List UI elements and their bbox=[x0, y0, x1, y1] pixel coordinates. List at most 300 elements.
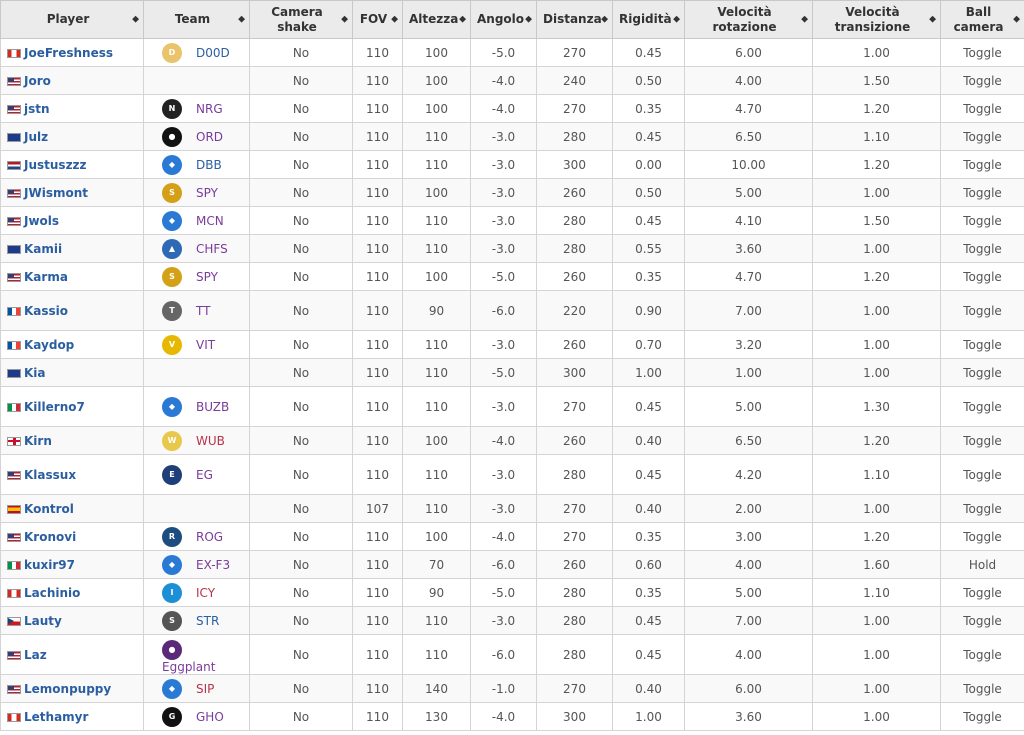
fov-cell: 110 bbox=[353, 263, 403, 291]
gho-logo-icon: G bbox=[162, 707, 182, 727]
fov-cell: 110 bbox=[353, 635, 403, 675]
angle-cell: -5.0 bbox=[471, 359, 537, 387]
height-cell: 90 bbox=[403, 579, 471, 607]
ball-camera-cell: Toggle bbox=[941, 675, 1024, 703]
flag-icon bbox=[7, 245, 21, 254]
angle-cell: -5.0 bbox=[471, 263, 537, 291]
team-link[interactable]: CHFS bbox=[196, 241, 228, 256]
distance-cell: 300 bbox=[537, 359, 613, 387]
ball-camera-cell: Toggle bbox=[941, 151, 1024, 179]
fov-cell: 110 bbox=[353, 387, 403, 427]
column-header-player[interactable] bbox=[1, 1, 144, 39]
stiffness-cell: 0.55 bbox=[613, 235, 685, 263]
swivel-speed-cell: 7.00 bbox=[685, 291, 813, 331]
table-row bbox=[1, 39, 1024, 67]
team-link[interactable]: EX-F3 bbox=[196, 557, 231, 572]
distance-cell: 260 bbox=[537, 331, 613, 359]
fov-cell: 110 bbox=[353, 551, 403, 579]
flag-icon bbox=[7, 617, 21, 626]
column-header-team[interactable] bbox=[144, 1, 250, 39]
stiffness-cell: 0.40 bbox=[613, 675, 685, 703]
table-row bbox=[1, 495, 1024, 523]
team-cell bbox=[144, 579, 250, 607]
team-cell bbox=[144, 39, 250, 67]
distance-cell: 260 bbox=[537, 427, 613, 455]
fov-cell: 110 bbox=[353, 523, 403, 551]
flag-icon bbox=[7, 133, 21, 142]
player-link[interactable]: Laz bbox=[24, 647, 47, 662]
ball-camera-cell: Toggle bbox=[941, 455, 1024, 495]
player-cell bbox=[1, 455, 144, 495]
fov-cell: 110 bbox=[353, 579, 403, 607]
flag-icon bbox=[7, 471, 21, 480]
team-link[interactable]: NRG bbox=[196, 101, 223, 116]
camera-shake-cell: No bbox=[250, 179, 353, 207]
team-link[interactable]: STR bbox=[196, 613, 220, 628]
sort-icon[interactable]: ◆ bbox=[929, 14, 936, 24]
team-cell bbox=[144, 495, 250, 523]
distance-cell: 280 bbox=[537, 123, 613, 151]
fov-cell: 110 bbox=[353, 675, 403, 703]
distance-cell: 270 bbox=[537, 523, 613, 551]
stiffness-cell: 0.35 bbox=[613, 579, 685, 607]
angle-cell: -3.0 bbox=[471, 207, 537, 235]
ball-camera-cell: Toggle bbox=[941, 291, 1024, 331]
height-cell: 100 bbox=[403, 95, 471, 123]
height-cell: 110 bbox=[403, 331, 471, 359]
sort-icon[interactable]: ◆ bbox=[341, 14, 348, 24]
fov-cell: 107 bbox=[353, 495, 403, 523]
transition-speed-cell: 1.10 bbox=[813, 123, 941, 151]
player-link[interactable]: Lemonpuppy bbox=[24, 681, 112, 696]
team-cell bbox=[144, 703, 250, 731]
swivel-speed-cell: 1.00 bbox=[685, 359, 813, 387]
sort-icon[interactable]: ◆ bbox=[525, 14, 532, 24]
sort-icon[interactable]: ◆ bbox=[1013, 14, 1020, 24]
table-row bbox=[1, 123, 1024, 151]
player-link[interactable]: Kronovi bbox=[24, 529, 77, 544]
player-link[interactable]: Klassux bbox=[24, 467, 77, 482]
player-link[interactable]: Kirn bbox=[24, 433, 52, 448]
height-cell: 100 bbox=[403, 263, 471, 291]
team-cell bbox=[144, 607, 250, 635]
stiffness-cell: 0.50 bbox=[613, 179, 685, 207]
transition-speed-cell: 1.20 bbox=[813, 151, 941, 179]
player-cell bbox=[1, 207, 144, 235]
team-cell bbox=[144, 179, 250, 207]
transition-speed-cell: 1.00 bbox=[813, 331, 941, 359]
ball-camera-cell: Toggle bbox=[941, 427, 1024, 455]
flag-icon bbox=[7, 105, 21, 114]
column-header-distance[interactable] bbox=[537, 1, 613, 39]
transition-speed-cell: 1.30 bbox=[813, 387, 941, 427]
ball-camera-cell: Hold bbox=[941, 551, 1024, 579]
player-link[interactable]: Lachinio bbox=[24, 585, 81, 600]
column-header-label: FOV bbox=[359, 12, 388, 26]
height-cell: 110 bbox=[403, 207, 471, 235]
team-link[interactable]: ROG bbox=[196, 529, 224, 544]
swivel-speed-cell: 6.00 bbox=[685, 675, 813, 703]
angle-cell: -4.0 bbox=[471, 703, 537, 731]
swivel-speed-cell: 5.00 bbox=[685, 387, 813, 427]
transition-speed-cell: 1.00 bbox=[813, 179, 941, 207]
player-cell bbox=[1, 359, 144, 387]
column-header-label: Player bbox=[46, 12, 90, 26]
camera-shake-cell: No bbox=[250, 207, 353, 235]
wub-logo-icon: W bbox=[162, 431, 182, 451]
column-header-angle[interactable] bbox=[471, 1, 537, 39]
height-cell: 110 bbox=[403, 235, 471, 263]
team-link[interactable]: DBB bbox=[196, 157, 222, 172]
fov-cell: 110 bbox=[353, 359, 403, 387]
camera-shake-cell: No bbox=[250, 67, 353, 95]
camera-shake-cell: No bbox=[250, 359, 353, 387]
table-row bbox=[1, 359, 1024, 387]
str-logo-icon: S bbox=[162, 611, 182, 631]
flag-icon bbox=[7, 307, 21, 316]
stiffness-cell: 0.35 bbox=[613, 523, 685, 551]
rocket-league-logo-icon: ◆ bbox=[162, 211, 182, 231]
stiffness-cell: 0.35 bbox=[613, 95, 685, 123]
team-link[interactable]: D00D bbox=[196, 45, 230, 60]
ball-camera-cell: Toggle bbox=[941, 523, 1024, 551]
stiffness-cell: 0.40 bbox=[613, 427, 685, 455]
table-row bbox=[1, 387, 1024, 427]
stiffness-cell: 1.00 bbox=[613, 703, 685, 731]
angle-cell: -5.0 bbox=[471, 579, 537, 607]
camera-shake-cell: No bbox=[250, 387, 353, 427]
team-link[interactable]: SPY bbox=[196, 269, 218, 284]
angle-cell: -3.0 bbox=[471, 151, 537, 179]
swivel-speed-cell: 6.50 bbox=[685, 427, 813, 455]
player-link[interactable]: Karma bbox=[24, 269, 68, 284]
height-cell: 110 bbox=[403, 455, 471, 495]
swivel-speed-cell: 3.20 bbox=[685, 331, 813, 359]
transition-speed-cell: 1.20 bbox=[813, 95, 941, 123]
player-cell bbox=[1, 179, 144, 207]
player-cell bbox=[1, 635, 144, 675]
flag-icon bbox=[7, 369, 21, 378]
stiffness-cell: 1.00 bbox=[613, 359, 685, 387]
player-link[interactable]: Kontrol bbox=[24, 501, 74, 516]
player-cell bbox=[1, 263, 144, 291]
sort-icon[interactable]: ◆ bbox=[601, 14, 608, 24]
ball-camera-cell: Toggle bbox=[941, 263, 1024, 291]
column-header-label: Velocità rotazione bbox=[712, 4, 777, 34]
table-row bbox=[1, 579, 1024, 607]
fov-cell: 110 bbox=[353, 39, 403, 67]
stiffness-cell: 0.00 bbox=[613, 151, 685, 179]
player-link[interactable]: Jwols bbox=[24, 213, 60, 228]
ball-camera-cell: Toggle bbox=[941, 207, 1024, 235]
stiffness-cell: 0.45 bbox=[613, 635, 685, 675]
sort-icon[interactable]: ◆ bbox=[801, 14, 808, 24]
distance-cell: 240 bbox=[537, 67, 613, 95]
team-link[interactable]: MCN bbox=[196, 213, 224, 228]
transition-speed-cell: 1.10 bbox=[813, 455, 941, 495]
rog-logo-icon: R bbox=[162, 527, 182, 547]
angle-cell: -6.0 bbox=[471, 291, 537, 331]
player-link[interactable]: JWismont bbox=[24, 185, 88, 200]
ball-camera-cell: Toggle bbox=[941, 387, 1024, 427]
height-cell: 110 bbox=[403, 495, 471, 523]
swivel-speed-cell: 3.60 bbox=[685, 703, 813, 731]
team-link[interactable]: Eggplant bbox=[162, 659, 216, 674]
flag-icon bbox=[7, 341, 21, 350]
player-link[interactable]: kuxir97 bbox=[24, 557, 75, 572]
column-header-height[interactable] bbox=[403, 1, 471, 39]
transition-speed-cell: 1.00 bbox=[813, 235, 941, 263]
height-cell: 100 bbox=[403, 39, 471, 67]
swivel-speed-cell: 4.00 bbox=[685, 635, 813, 675]
rocket-league-logo-icon: ◆ bbox=[162, 555, 182, 575]
flag-icon bbox=[7, 273, 21, 282]
player-link[interactable]: Kassio bbox=[24, 303, 69, 318]
team-link[interactable]: BUZB bbox=[196, 399, 230, 414]
table-row bbox=[1, 455, 1024, 495]
team-cell bbox=[144, 291, 250, 331]
player-link[interactable]: Kaydop bbox=[24, 337, 75, 352]
column-header-fov[interactable] bbox=[353, 1, 403, 39]
fov-cell: 110 bbox=[353, 67, 403, 95]
camera-shake-cell: No bbox=[250, 455, 353, 495]
rocket-league-logo-icon: ◆ bbox=[162, 397, 182, 417]
column-header-label: Rigidità bbox=[619, 12, 672, 26]
flag-icon bbox=[7, 505, 21, 514]
column-header-label: Altezza bbox=[409, 12, 459, 26]
sort-icon[interactable]: ◆ bbox=[238, 14, 245, 24]
camera-shake-cell: No bbox=[250, 331, 353, 359]
angle-cell: -6.0 bbox=[471, 551, 537, 579]
flag-icon bbox=[7, 533, 21, 542]
tt-logo-icon: T bbox=[162, 301, 182, 321]
player-cell bbox=[1, 123, 144, 151]
sort-icon[interactable]: ◆ bbox=[132, 14, 139, 24]
player-cell bbox=[1, 331, 144, 359]
transition-speed-cell: 1.00 bbox=[813, 291, 941, 331]
player-link[interactable]: Killerno7 bbox=[24, 399, 85, 414]
distance-cell: 280 bbox=[537, 235, 613, 263]
camera-shake-cell: No bbox=[250, 291, 353, 331]
angle-cell: -3.0 bbox=[471, 235, 537, 263]
distance-cell: 270 bbox=[537, 675, 613, 703]
team-cell bbox=[144, 151, 250, 179]
column-header-swivel-speed[interactable] bbox=[685, 1, 813, 39]
height-cell: 110 bbox=[403, 151, 471, 179]
team-link[interactable]: SPY bbox=[196, 185, 218, 200]
player-cell bbox=[1, 607, 144, 635]
player-link[interactable]: Kamii bbox=[24, 241, 63, 256]
ball-camera-cell: Toggle bbox=[941, 331, 1024, 359]
angle-cell: -5.0 bbox=[471, 39, 537, 67]
flag-icon bbox=[7, 437, 21, 446]
camera-shake-cell: No bbox=[250, 39, 353, 67]
team-link[interactable]: TT bbox=[196, 303, 211, 318]
team-cell bbox=[144, 263, 250, 291]
height-cell: 100 bbox=[403, 523, 471, 551]
ball-camera-cell: Toggle bbox=[941, 703, 1024, 731]
ball-camera-cell: Toggle bbox=[941, 123, 1024, 151]
player-cell bbox=[1, 151, 144, 179]
column-header-ball-camera[interactable] bbox=[941, 1, 1024, 39]
player-link[interactable]: JoeFreshness bbox=[24, 45, 113, 60]
player-cell bbox=[1, 39, 144, 67]
team-link[interactable]: ICY bbox=[196, 585, 216, 600]
team-link[interactable]: GHO bbox=[196, 709, 224, 724]
team-link[interactable]: VIT bbox=[196, 337, 216, 352]
angle-cell: -4.0 bbox=[471, 427, 537, 455]
column-header-stiffness[interactable] bbox=[613, 1, 685, 39]
team-cell bbox=[144, 331, 250, 359]
swivel-speed-cell: 4.00 bbox=[685, 551, 813, 579]
ball-camera-cell: Toggle bbox=[941, 495, 1024, 523]
player-link[interactable]: Justuszzz bbox=[24, 157, 87, 172]
angle-cell: -3.0 bbox=[471, 607, 537, 635]
team-cell bbox=[144, 207, 250, 235]
transition-speed-cell: 1.60 bbox=[813, 551, 941, 579]
table-row bbox=[1, 551, 1024, 579]
transition-speed-cell: 1.00 bbox=[813, 39, 941, 67]
flag-icon bbox=[7, 217, 21, 226]
flag-icon bbox=[7, 77, 21, 86]
ball-camera-cell: Toggle bbox=[941, 235, 1024, 263]
camera-shake-cell: No bbox=[250, 579, 353, 607]
sort-icon[interactable]: ◆ bbox=[391, 14, 398, 24]
stiffness-cell: 0.45 bbox=[613, 455, 685, 495]
angle-cell: -3.0 bbox=[471, 387, 537, 427]
fov-cell: 110 bbox=[353, 123, 403, 151]
transition-speed-cell: 1.00 bbox=[813, 703, 941, 731]
distance-cell: 300 bbox=[537, 151, 613, 179]
fov-cell: 110 bbox=[353, 207, 403, 235]
player-link[interactable]: Lauty bbox=[24, 613, 62, 628]
flag-icon bbox=[7, 713, 21, 722]
transition-speed-cell: 1.00 bbox=[813, 675, 941, 703]
player-link[interactable]: Kia bbox=[24, 365, 46, 380]
camera-shake-cell: No bbox=[250, 151, 353, 179]
column-header-transition-speed[interactable] bbox=[813, 1, 941, 39]
player-cell bbox=[1, 291, 144, 331]
player-cell bbox=[1, 235, 144, 263]
team-cell bbox=[144, 427, 250, 455]
distance-cell: 260 bbox=[537, 551, 613, 579]
sort-icon[interactable]: ◆ bbox=[673, 14, 680, 24]
player-link[interactable]: jstn bbox=[24, 101, 50, 116]
height-cell: 110 bbox=[403, 387, 471, 427]
team-cell bbox=[144, 523, 250, 551]
camera-shake-cell: No bbox=[250, 263, 353, 291]
stiffness-cell: 0.90 bbox=[613, 291, 685, 331]
angle-cell: -3.0 bbox=[471, 455, 537, 495]
flag-icon bbox=[7, 685, 21, 694]
player-link[interactable]: Julz bbox=[24, 129, 49, 144]
team-cell bbox=[144, 455, 250, 495]
distance-cell: 280 bbox=[537, 455, 613, 495]
icy-logo-icon: I bbox=[162, 583, 182, 603]
fov-cell: 110 bbox=[353, 151, 403, 179]
table-row bbox=[1, 635, 1024, 675]
team-link[interactable]: EG bbox=[196, 467, 213, 482]
ball-camera-cell: Toggle bbox=[941, 179, 1024, 207]
team-cell bbox=[144, 95, 250, 123]
table-row bbox=[1, 427, 1024, 455]
column-header-label: Distanza bbox=[543, 12, 602, 26]
distance-cell: 280 bbox=[537, 579, 613, 607]
angle-cell: -3.0 bbox=[471, 495, 537, 523]
transition-speed-cell: 1.20 bbox=[813, 263, 941, 291]
team-link[interactable]: SIP bbox=[196, 681, 215, 696]
angle-cell: -4.0 bbox=[471, 523, 537, 551]
camera-shake-cell: No bbox=[250, 551, 353, 579]
transition-speed-cell: 1.00 bbox=[813, 359, 941, 387]
table-row bbox=[1, 703, 1024, 731]
camera-shake-cell: No bbox=[250, 523, 353, 551]
flag-icon bbox=[7, 589, 21, 598]
fov-cell: 110 bbox=[353, 607, 403, 635]
distance-cell: 270 bbox=[537, 387, 613, 427]
swivel-speed-cell: 3.00 bbox=[685, 523, 813, 551]
distance-cell: 300 bbox=[537, 703, 613, 731]
swivel-speed-cell: 4.00 bbox=[685, 67, 813, 95]
swivel-speed-cell: 4.70 bbox=[685, 263, 813, 291]
player-link[interactable]: Lethamyr bbox=[24, 709, 89, 724]
swivel-speed-cell: 3.60 bbox=[685, 235, 813, 263]
team-link[interactable]: ORD bbox=[196, 129, 224, 144]
swivel-speed-cell: 5.00 bbox=[685, 179, 813, 207]
team-cell bbox=[144, 235, 250, 263]
team-link[interactable]: WUB bbox=[196, 433, 225, 448]
spy-logo-icon: S bbox=[162, 267, 182, 287]
team-cell bbox=[144, 359, 250, 387]
camera-shake-cell: No bbox=[250, 703, 353, 731]
angle-cell: -4.0 bbox=[471, 67, 537, 95]
player-link[interactable]: Joro bbox=[24, 73, 51, 88]
height-cell: 100 bbox=[403, 67, 471, 95]
stiffness-cell: 0.45 bbox=[613, 607, 685, 635]
player-cell bbox=[1, 427, 144, 455]
height-cell: 110 bbox=[403, 635, 471, 675]
player-cell bbox=[1, 95, 144, 123]
flag-icon bbox=[7, 561, 21, 570]
team-cell bbox=[144, 675, 250, 703]
ball-camera-cell: Toggle bbox=[941, 579, 1024, 607]
swivel-speed-cell: 2.00 bbox=[685, 495, 813, 523]
player-cell bbox=[1, 523, 144, 551]
transition-speed-cell: 1.10 bbox=[813, 579, 941, 607]
angle-cell: -3.0 bbox=[471, 331, 537, 359]
sort-icon[interactable]: ◆ bbox=[459, 14, 466, 24]
ball-camera-cell: Toggle bbox=[941, 67, 1024, 95]
height-cell: 70 bbox=[403, 551, 471, 579]
stiffness-cell: 0.45 bbox=[613, 387, 685, 427]
table-row bbox=[1, 95, 1024, 123]
eg-logo-icon: E bbox=[162, 465, 182, 485]
player-cell bbox=[1, 67, 144, 95]
distance-cell: 270 bbox=[537, 495, 613, 523]
stiffness-cell: 0.45 bbox=[613, 39, 685, 67]
distance-cell: 260 bbox=[537, 179, 613, 207]
table-row bbox=[1, 151, 1024, 179]
ball-camera-cell: Toggle bbox=[941, 359, 1024, 387]
table-row bbox=[1, 607, 1024, 635]
distance-cell: 220 bbox=[537, 291, 613, 331]
stiffness-cell: 0.35 bbox=[613, 263, 685, 291]
swivel-speed-cell: 7.00 bbox=[685, 607, 813, 635]
column-header-camera-shake[interactable] bbox=[250, 1, 353, 39]
table-row bbox=[1, 291, 1024, 331]
camera-shake-cell: No bbox=[250, 95, 353, 123]
rocket-league-logo-icon: ◆ bbox=[162, 679, 182, 699]
